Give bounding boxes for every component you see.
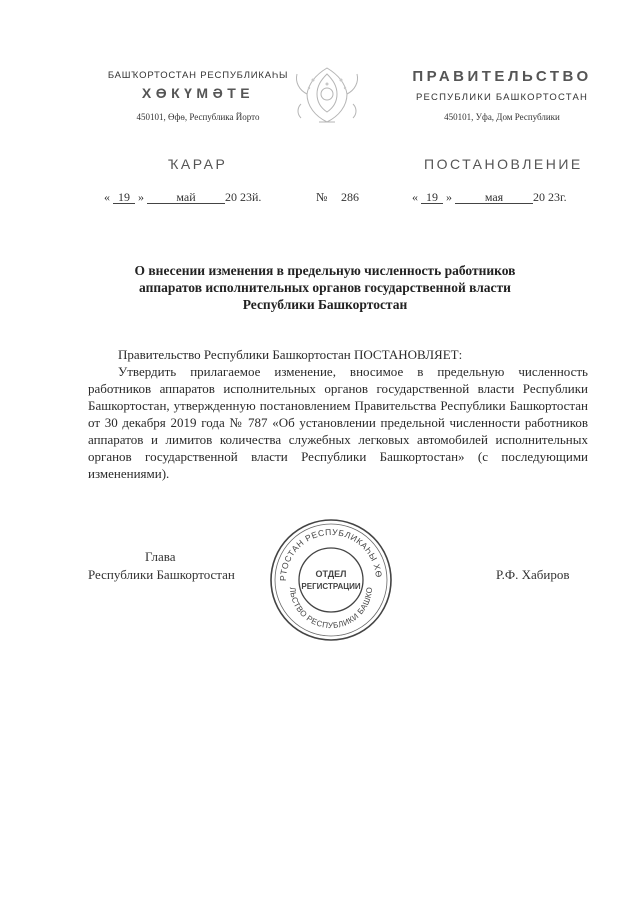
org-name-bashkir-line2: ХӨКҮМӘТЕ bbox=[141, 85, 255, 101]
date-russian-day: 19 bbox=[421, 191, 443, 204]
signer-name: Р.Ф. Хабиров bbox=[496, 567, 570, 582]
registration-stamp-icon bbox=[268, 517, 394, 643]
date-bashkir-close-quote: » bbox=[138, 190, 144, 204]
date-bashkir-day: 19 bbox=[113, 191, 135, 204]
date-bashkir bbox=[104, 190, 261, 205]
title-line-3: Республики Башкортостан bbox=[242, 297, 408, 312]
org-name-bashkir-line1: БАШҠОРТОСТАН РЕСПУБЛИКАҺЫ bbox=[107, 70, 289, 81]
coat-of-arms-emblem-icon bbox=[287, 60, 367, 130]
date-bashkir-month: май bbox=[147, 191, 225, 204]
title-line-1: О внесении изменения в предельную численность работников bbox=[134, 263, 516, 278]
date-russian-month: мая bbox=[455, 191, 533, 204]
signer-position-line2: Республики Башкортостан bbox=[88, 567, 235, 582]
document-body bbox=[88, 346, 588, 482]
svg-text:ОТДЕЛ: ОТДЕЛ bbox=[315, 569, 347, 579]
svg-text:ПРАВИТЕЛЬСТВО РЕСПУБЛИКИ БАШКО: ЛЬСТВО РЕСПУБЛИКИ БАШКО bbox=[287, 586, 375, 631]
doc-type-bashkir: ҠАРАР bbox=[168, 156, 228, 172]
date-bashkir-year: 20 23й. bbox=[225, 190, 262, 204]
date-russian bbox=[412, 190, 567, 205]
org-name-russian-line2: РЕСПУБЛИКИ БАШКОРТОСТАН bbox=[415, 92, 589, 103]
signer-position-line1: Глава bbox=[145, 549, 176, 564]
date-russian-year: 20 23г. bbox=[533, 190, 567, 204]
doc-number-sign: № bbox=[316, 190, 328, 204]
body-paragraph-1: Правительство Республики Башкортостан ПОСТАНОВЛЯЕТ: bbox=[118, 347, 463, 362]
date-bashkir-open-quote: « bbox=[104, 190, 110, 204]
address-bashkir: 450101, Өфө, Республика Йорто bbox=[136, 112, 260, 122]
document-title bbox=[105, 262, 545, 313]
body-paragraph-2: Утвердить прилагаемое изменение, вносимое в предельную численность работников аппаратов исполнительных органов государственной власти Республики Башкортостан, утвержденную постановлением Правительства Республики Башкортостан от 30 декабря 2019 года № 787 «Об установлении предельной численности работников аппаратов и лимитов количества служебных легковых автомобилей исполнительных органов государственной власти Республики Башкортостан» (с последующими изменениями). bbox=[88, 364, 588, 481]
doc-number: 286 bbox=[341, 190, 359, 204]
date-russian-close-quote: » bbox=[446, 190, 452, 204]
org-name-russian-line1: ПРАВИТЕЛЬСТВО bbox=[412, 68, 592, 85]
address-russian: 450101, Уфа, Дом Республики bbox=[444, 112, 560, 122]
doc-type-russian: ПОСТАНОВЛЕНИЕ bbox=[424, 156, 583, 172]
svg-text:БАШҠОРТОСТАН РЕСПУБЛИКАҺЫ ХӨКҮ: РТОСТАН РЕСПУБЛИКАҺЫ ХӨ bbox=[277, 526, 385, 582]
title-line-2: аппаратов исполнительных органов государственной власти bbox=[139, 280, 511, 295]
date-russian-open-quote: « bbox=[412, 190, 418, 204]
svg-text:РЕГИСТРАЦИИ: РЕГИСТРАЦИИ bbox=[301, 582, 361, 591]
